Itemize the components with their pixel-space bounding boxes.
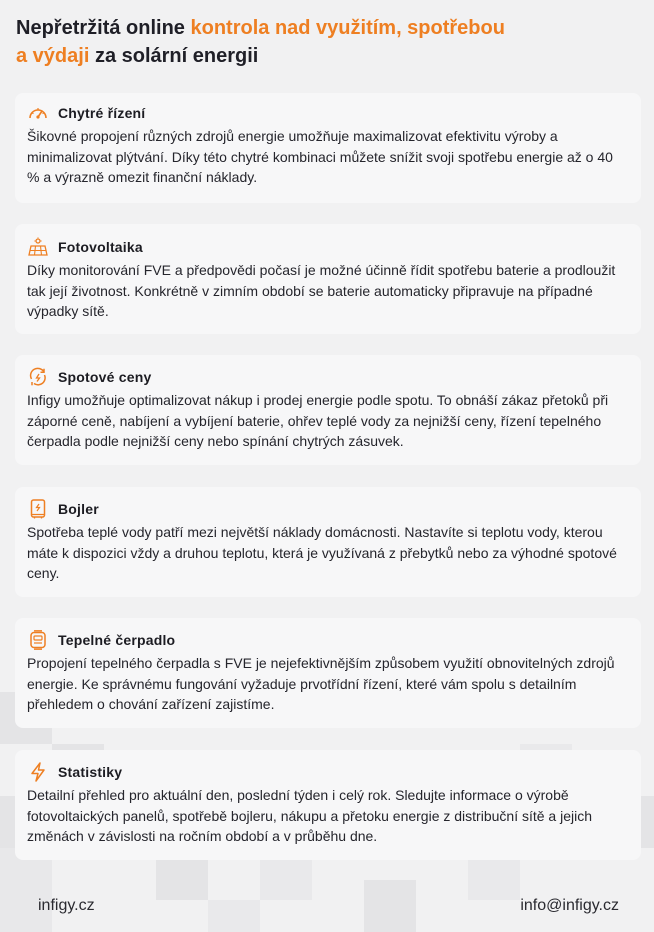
card-title: Bojler [58,501,99,517]
card-text: Šikovné propojení různých zdrojů energie umožňuje maximalizovat efektivitu výroby a minimalizovat plýtvání. Díky této chytré kombinaci můžete snížit svoji spotřebu energie až o 40 % a výrazně omezit finanční náklady. [27,128,613,185]
footer-email-link[interactable]: info@infigy.cz [520,897,619,914]
headline-accent-2: a výdaji [16,45,90,67]
headline-part-2: za solární energii [89,45,259,67]
card-text: Detailní přehled pro aktuální den, poslední týden i celý rok. Sledujte informace o výrobě fotovoltaických panelů, spotřebě bojleru, nákupu a přetoku energie z distribuční sítě a jejich změnách v závislosti na ročním období a v průběhu dne. [27,787,593,844]
page-headline [16,14,616,70]
gauge-icon [27,102,49,124]
card-title: Statistiky [58,764,123,780]
card-text: Propojení tepelného čerpadla s FVE je nejefektivnějším způsobem využití obnovitelných zdrojů energie. Ke správnému fungování vyžaduje prvotřídní řízení, které vám spolu s detailním přehledem o chování zařízení zajistíme. [27,655,615,712]
boiler-icon [27,498,49,520]
card-text: Infigy umožňuje optimalizovat nákup i prodej energie podle spotu. To obnáší zákaz přetoků při záporné ceně, nabíjení a vybíjení baterie, ohřev teplé vody za nejnižší ceny, řízení tepelného čerpadla podle nejnižší ceny nebo spínání chytrých zásuvek. [27,392,609,449]
price-cycle-icon [27,366,49,388]
headline-accent-1: kontrola nad využitím, spotřebou [190,17,505,39]
card-text: Spotřeba teplé vody patří mezi největší náklady domácnosti. Nastavíte si teplotu vody, kterou máte k dispozici vždy a druhou teplotu, která je využívaná z přebytků nebo za výhodné spotové ceny. [27,524,617,581]
card-title: Chytré řízení [58,105,146,121]
feature-card-photovoltaics [15,224,641,334]
solar-panel-icon [27,236,49,258]
feature-card-spot-prices [15,355,641,465]
lightning-icon [27,761,49,783]
card-title: Tepelné čerpadlo [58,632,176,648]
card-title: Fotovoltaika [58,239,143,255]
feature-card-statistics [15,750,641,860]
feature-card-heat-pump [15,618,641,728]
headline-part-1: Nepřetržitá online [16,17,191,39]
card-text: Díky monitorování FVE a předpovědi počasí je možné účinně řídit spotřebu baterie a prodloužit tak její životnost. Konkrétně v zimním období se baterie automaticky připravuje na případné výpadky sítě. [27,262,616,319]
heat-pump-icon [27,629,49,651]
feature-card-boiler [15,487,641,597]
footer-website-link[interactable]: infigy.cz [38,897,95,914]
feature-card-smart-control [15,93,641,203]
card-title: Spotové ceny [58,369,152,385]
